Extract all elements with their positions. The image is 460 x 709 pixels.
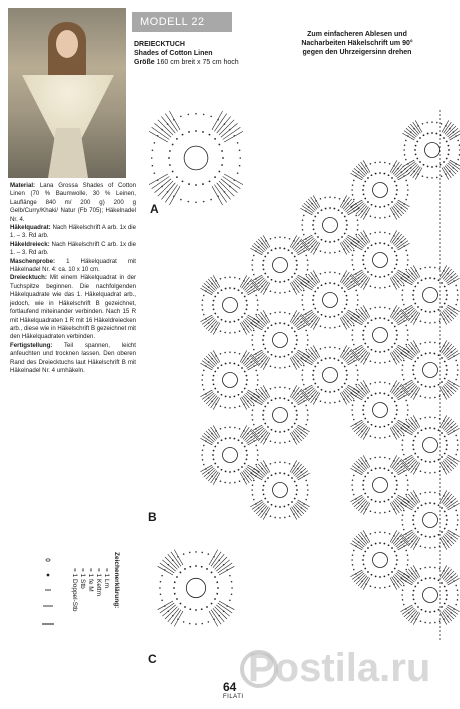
quad-label: Häkelquadrat: (10, 224, 51, 232)
shawl-motif-6 (250, 235, 309, 294)
diagram-c-label: C (148, 652, 157, 666)
diagram-b-label: B (148, 510, 157, 524)
shawl-label: Dreiecktuch: (10, 274, 47, 282)
triangle-label: Häkeldreieck: (10, 240, 50, 248)
shawl-motif-4 (300, 270, 359, 329)
shawl-motif-21 (400, 565, 459, 624)
triangle-text: Nach Häkelschrift C arb. 1x die 1. – 3. Rd arb. (10, 240, 136, 257)
shawl-motif-3 (300, 195, 359, 254)
shawl-motif-7 (250, 310, 309, 369)
shawl-motif-11 (200, 350, 259, 409)
shawl-motif-9 (250, 460, 309, 519)
legend (60, 552, 220, 672)
motif-a-square (149, 111, 243, 205)
shawl-motif-16 (350, 530, 409, 589)
legend-item-fe-m: = 1 fe M (87, 568, 94, 592)
shawl-motif-18 (400, 340, 459, 399)
diagram-a-label: A (150, 202, 159, 216)
shawl-text: Mit einem Häkelquadrat in der Tuchspitze beginnen. Die nachfolgenden Häkelquadrate wie das 1. Häkelquadrat arb., jedoch, wie in Häkelschrift B gezeichnet, fortlaufend miteinander verbinden. Nach 15 R mit Häkelquadraten 1 R mit 16 Häkeldreiecken arb., diese wie in Häkelschrift B gezeichnet mit den Häkelquadraten verbinden. (10, 274, 136, 341)
legend-symbol-slip (47, 574, 50, 577)
material-text: Lana Grossa Shades of Cotton Linen (70 % Baumwolle, 30 % Leinen, Lauflänge 840 m/ 200 g) 200 g Gelb/Curry/Khaki/ Natur (Fb 705); Häkelnadel Nr. 4. (10, 182, 136, 223)
shawl-motif-17 (400, 265, 459, 324)
pattern-yarn: Shades of Cotton Linen (134, 50, 213, 57)
legend-item-doppel-stb: = 1 Doppel-Stb (71, 568, 78, 612)
shawl-motif-10 (200, 275, 259, 334)
legend-symbol-chain (46, 559, 50, 561)
legend-title: Zeichenerklärung: (113, 552, 120, 609)
legend-item-kettm: = 1 Kettm (95, 568, 102, 596)
finish-label: Fertigstellung: (10, 341, 53, 349)
legend-item-stb: = 1 Stb (79, 568, 86, 589)
legend-item-lm: = 1 Lm (103, 568, 110, 589)
finish-text: Teil spannen, leicht anfeuchten und trocknen lassen. Den oberen Rand des Dreiecktuchs laut Häkelschrift B mit Häkelnadel Nr. 4 umhäkeln. (10, 341, 136, 374)
shawl-motif-8 (250, 385, 309, 444)
page-number: 64 (223, 680, 237, 694)
shawl-motif-5 (300, 345, 359, 404)
reading-hint: Zum einfacheren Ablesen und Nacharbeiten Häkelschrift um 90° gegen den Uhrzeigersinn drehen (301, 31, 413, 56)
model-number: MODELL 22 (132, 12, 232, 32)
gauge-label: Maschenprobe: (10, 257, 56, 265)
shawl-motif-14 (350, 380, 409, 439)
shawl-motif-12 (200, 425, 259, 484)
magazine-name: FILATI (223, 694, 244, 700)
diagram-a-motif (149, 111, 243, 205)
size-value: 160 cm breit x 75 cm hoch (156, 59, 239, 66)
watermark: Postila.ru (248, 646, 431, 690)
legend-symbols (42, 559, 54, 624)
shawl-motif-20 (400, 490, 459, 549)
shawl-motif-15 (350, 455, 409, 514)
shawl-motif-1 (350, 160, 409, 219)
quad-text: Nach Häkelschrift A arb. 1x die 1. – 3. Rd arb. (10, 224, 136, 240)
diagram-b-shawl (200, 110, 460, 640)
shawl-motif-2 (350, 230, 409, 289)
pattern-title: DREIECKTUCH (134, 41, 185, 48)
size-label: Größe (134, 59, 155, 66)
shawl-motif-0 (402, 120, 460, 179)
gauge-text: 1 Häkelquadrat mit Häkelnadel Nr. 4: ca. 10 x 10 cm. (10, 257, 136, 274)
material-label: Material: (10, 182, 36, 189)
shawl-motif-13 (350, 305, 409, 364)
shawl-motif-19 (400, 415, 459, 474)
